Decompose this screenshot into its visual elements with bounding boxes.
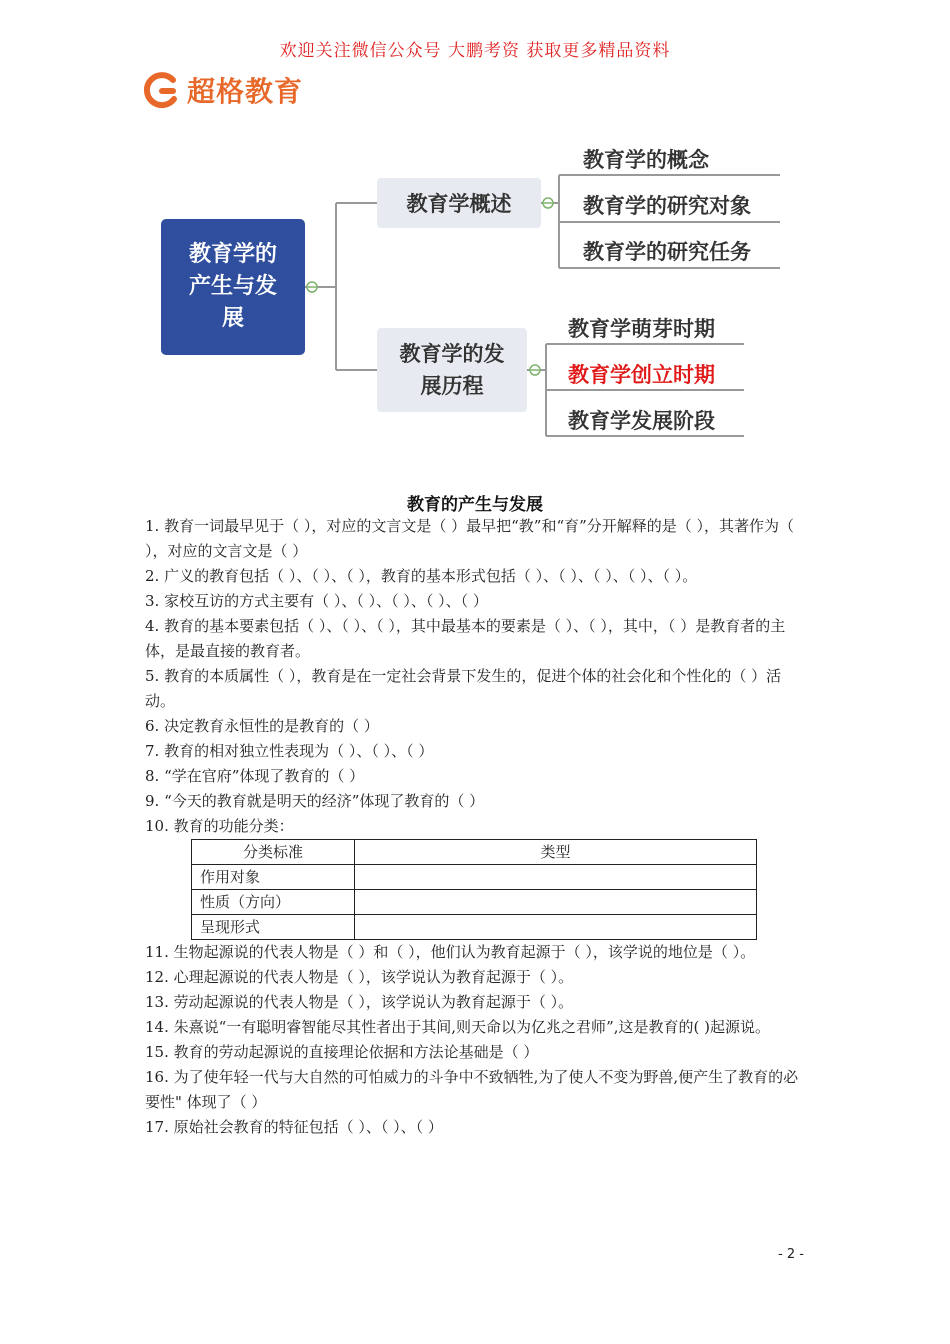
brand-name: 超格教育: [187, 75, 304, 108]
leaf-research-object: 教育学的研究对象: [583, 194, 751, 218]
question-item: 12. 心理起源说的代表人物是（ ），该学说认为教育起源于（ ）。: [145, 968, 574, 986]
question-item: 17. 原始社会教育的特征包括（ ）、（ ）、（ ）: [145, 1118, 443, 1136]
branch-label: 教育学的发展历程: [399, 342, 505, 398]
header-banner: 欢迎关注微信公众号 大鹏考资 获取更多精品资料: [279, 41, 671, 61]
function-table: [191, 839, 757, 940]
table-cell: [355, 890, 757, 915]
question-item: 15. 教育的劳动起源说的直接理论依据和方法论基础是（ ）: [145, 1043, 539, 1061]
table-row: [192, 865, 757, 890]
question-item: 13. 劳动起源说的代表人物是（ ），该学说认为教育起源于（ ）。: [145, 993, 574, 1011]
question-item: 1. 教育一词最早见于（ ），对应的文言文是（ ）最早把“教”和“育”分开解释的是（ ），其著作为（ ），对应的文言文是（ ）: [145, 517, 795, 560]
question-item: 2. 广义的教育包括（ ）、（ ）、（ ），教育的基本形式包括（ ）、（ ）、（ ）、（ ）、（ ）。: [145, 567, 698, 585]
question-item: 5. 教育的本质属性（ ），教育是在一定社会背景下发生的，促进个体的社会化和个性化的（ ）活动。: [145, 667, 782, 710]
question-item: 4. 教育的基本要素包括（ ）、（ ）、（ ），其中最基本的要素是（ ）、（ ），其中，（ ）是教育者的主体，是最直接的教育者。: [145, 617, 786, 660]
leaf-research-task: 教育学的研究任务: [583, 240, 751, 264]
question-item: 7. 教育的相对独立性表现为（ ）、（ ）、（ ）: [145, 742, 434, 760]
leaf-development-stage: 教育学发展阶段: [568, 409, 715, 433]
branch-overview: [377, 178, 541, 228]
table-header: 分类标准: [192, 840, 355, 865]
branch-history: [377, 328, 527, 412]
question-item: 10. 教育的功能分类：: [145, 817, 294, 835]
table-row: [192, 890, 757, 915]
mind-map-root: [161, 219, 305, 355]
table-cell: 呈现形式: [192, 915, 355, 940]
table-header-row: [192, 840, 757, 865]
question-item: 11. 生物起源说的代表人物是（ ）和（ ），他们认为教育起源于（ ），该学说的地位是（ ）。: [145, 943, 756, 961]
question-item: 9. “今天的教育就是明天的经济”体现了教育的（ ）: [145, 792, 485, 810]
question-item: 6. 决定教育永恒性的是教育的（ ）: [145, 717, 379, 735]
leaf-founding-period: 教育学创立时期: [568, 363, 715, 387]
leaf-germination-period: 教育学萌芽时期: [568, 317, 715, 341]
brand-logo: [143, 70, 303, 110]
table-row: [192, 915, 757, 940]
question-item: 16. 为了使年轻一代与大自然的可怕威力的斗争中不致牺牲,为了使人不变为野兽,便产生了教育的必要性" 体现了（ ）: [145, 1068, 799, 1111]
question-list: [145, 514, 807, 1140]
table-cell: 性质（方向）: [192, 890, 355, 915]
table-header: 类型: [355, 840, 757, 865]
branch-label: 教育学概述: [406, 192, 512, 216]
mind-map: [150, 130, 800, 450]
question-item: 14. 朱熹说“一有聪明睿智能尽其性者出于其间,则天命以为亿兆之君师”,这是教育的( )起源说。: [145, 1018, 770, 1036]
document-title: 教育的产生与发展: [407, 495, 543, 515]
table-cell: 作用对象: [192, 865, 355, 890]
cg-logo-icon: [143, 71, 181, 109]
root-label: 教育学的产生与发展: [188, 242, 277, 331]
question-item: 8. “学在官府”体现了教育的（ ）: [145, 767, 365, 785]
question-item: 3. 家校互访的方式主要有（ ）、（ ）、（ ）、（ ）、（ ）: [145, 592, 488, 610]
table-cell: [355, 915, 757, 940]
table-cell: [355, 865, 757, 890]
leaf-concept: 教育学的概念: [583, 148, 709, 172]
page-number: - 2 -: [778, 1247, 804, 1262]
